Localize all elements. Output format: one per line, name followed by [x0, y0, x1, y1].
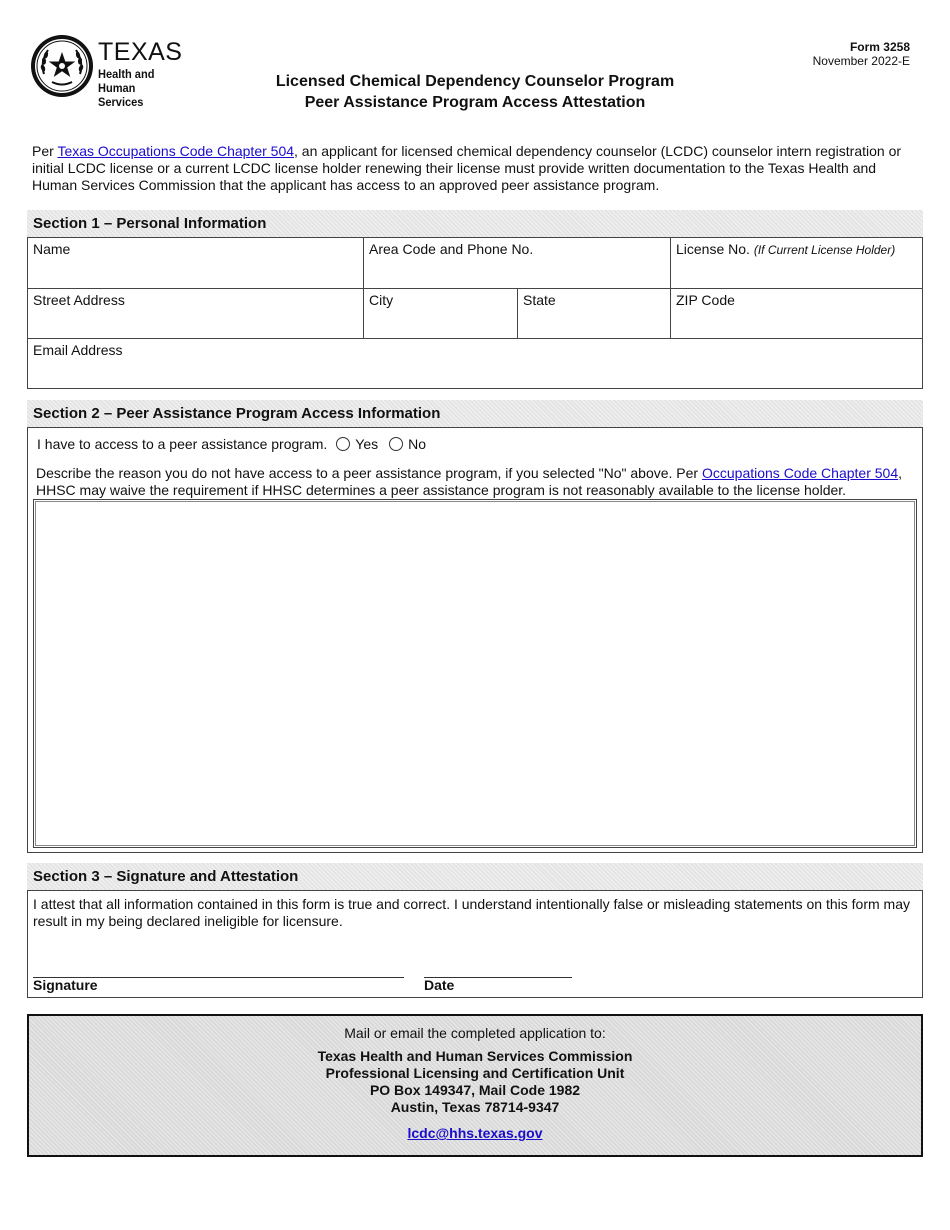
no-label: No: [408, 436, 427, 452]
mailing-info-box: [27, 1014, 923, 1157]
form-date: November 2022-E: [812, 54, 910, 68]
no-radio[interactable]: [389, 437, 403, 451]
peer-assistance-box: [27, 427, 923, 853]
date-label: Date: [424, 977, 455, 993]
hhs-logo: [30, 34, 200, 109]
mail-instructions: Mail or email the completed application to:: [344, 1025, 606, 1041]
section-2-heading: Section 2 – Peer Assistance Program Access Information: [27, 400, 923, 427]
state-field[interactable]: State: [518, 289, 671, 339]
personal-info-grid: [27, 237, 923, 389]
city-field[interactable]: City: [364, 289, 518, 339]
page-title: Licensed Chemical Dependency Counselor Program Peer Assistance Program Access Attestation: [275, 73, 675, 111]
logo-texas-text: TEXAS: [98, 38, 183, 66]
yes-label: Yes: [355, 436, 379, 452]
logo-agency-text: Health and Human Services: [98, 67, 155, 109]
license-number-field[interactable]: License No. (If Current License Holder): [671, 238, 922, 289]
occupations-code-link-2[interactable]: Occupations Code Chapter 504: [701, 465, 899, 481]
mail-email-wrapper: [29, 1125, 921, 1141]
signature-box: [27, 890, 923, 998]
section-3-heading: Section 3 – Signature and Attestation: [27, 863, 923, 890]
zip-code-field[interactable]: ZIP Code: [671, 289, 922, 339]
occupations-code-link[interactable]: Texas Occupations Code Chapter 504: [57, 143, 295, 159]
form-number-block: [813, 40, 910, 68]
section-1-heading: Section 1 – Personal Information: [27, 210, 923, 237]
reason-textarea[interactable]: [33, 499, 917, 848]
mailing-address: Texas Health and Human Services Commission Professional Licensing and Certification Unit PO Box 149347, Mail Code 1982 Austin, Texas 78714-9347: [317, 1048, 633, 1115]
reason-instructions: Describe the reason you do not have access to a peer assistance program, if you selected "No" above. Per Occupations Code Chapter 504, HHSC may waive the requirement if HHSC determines a peer assistance program is not reasonably available to the license holder.: [36, 465, 902, 498]
phone-field[interactable]: Area Code and Phone No.: [364, 238, 671, 289]
email-link[interactable]: lcdc@hhs.texas.gov: [407, 1125, 543, 1141]
name-field[interactable]: Name: [28, 238, 364, 289]
signature-label: Signature: [33, 977, 98, 993]
attestation-text: I attest that all information contained in this form is true and correct. I understand intentionally false or misleading statements on this form may result in my being declared ineligible for licensure.: [33, 896, 910, 929]
form-number: Form 3258: [849, 40, 910, 54]
texas-seal-icon: [30, 34, 94, 98]
street-address-field[interactable]: Street Address: [28, 289, 364, 339]
access-question: I have to access to a peer assistance program. Yes No: [37, 436, 427, 452]
intro-paragraph: Per Texas Occupations Code Chapter 504, an applicant for licensed chemical dependency counselor (LCDC) counselor intern registration or initial LCDC license or a current LCDC license holder renewing their license must provide written documentation to the Texas Health and Human Services Commission that the applicant has access to an approved peer assistance program.: [32, 143, 902, 193]
yes-radio[interactable]: [336, 437, 350, 451]
email-address-field[interactable]: Email Address: [33, 342, 123, 358]
